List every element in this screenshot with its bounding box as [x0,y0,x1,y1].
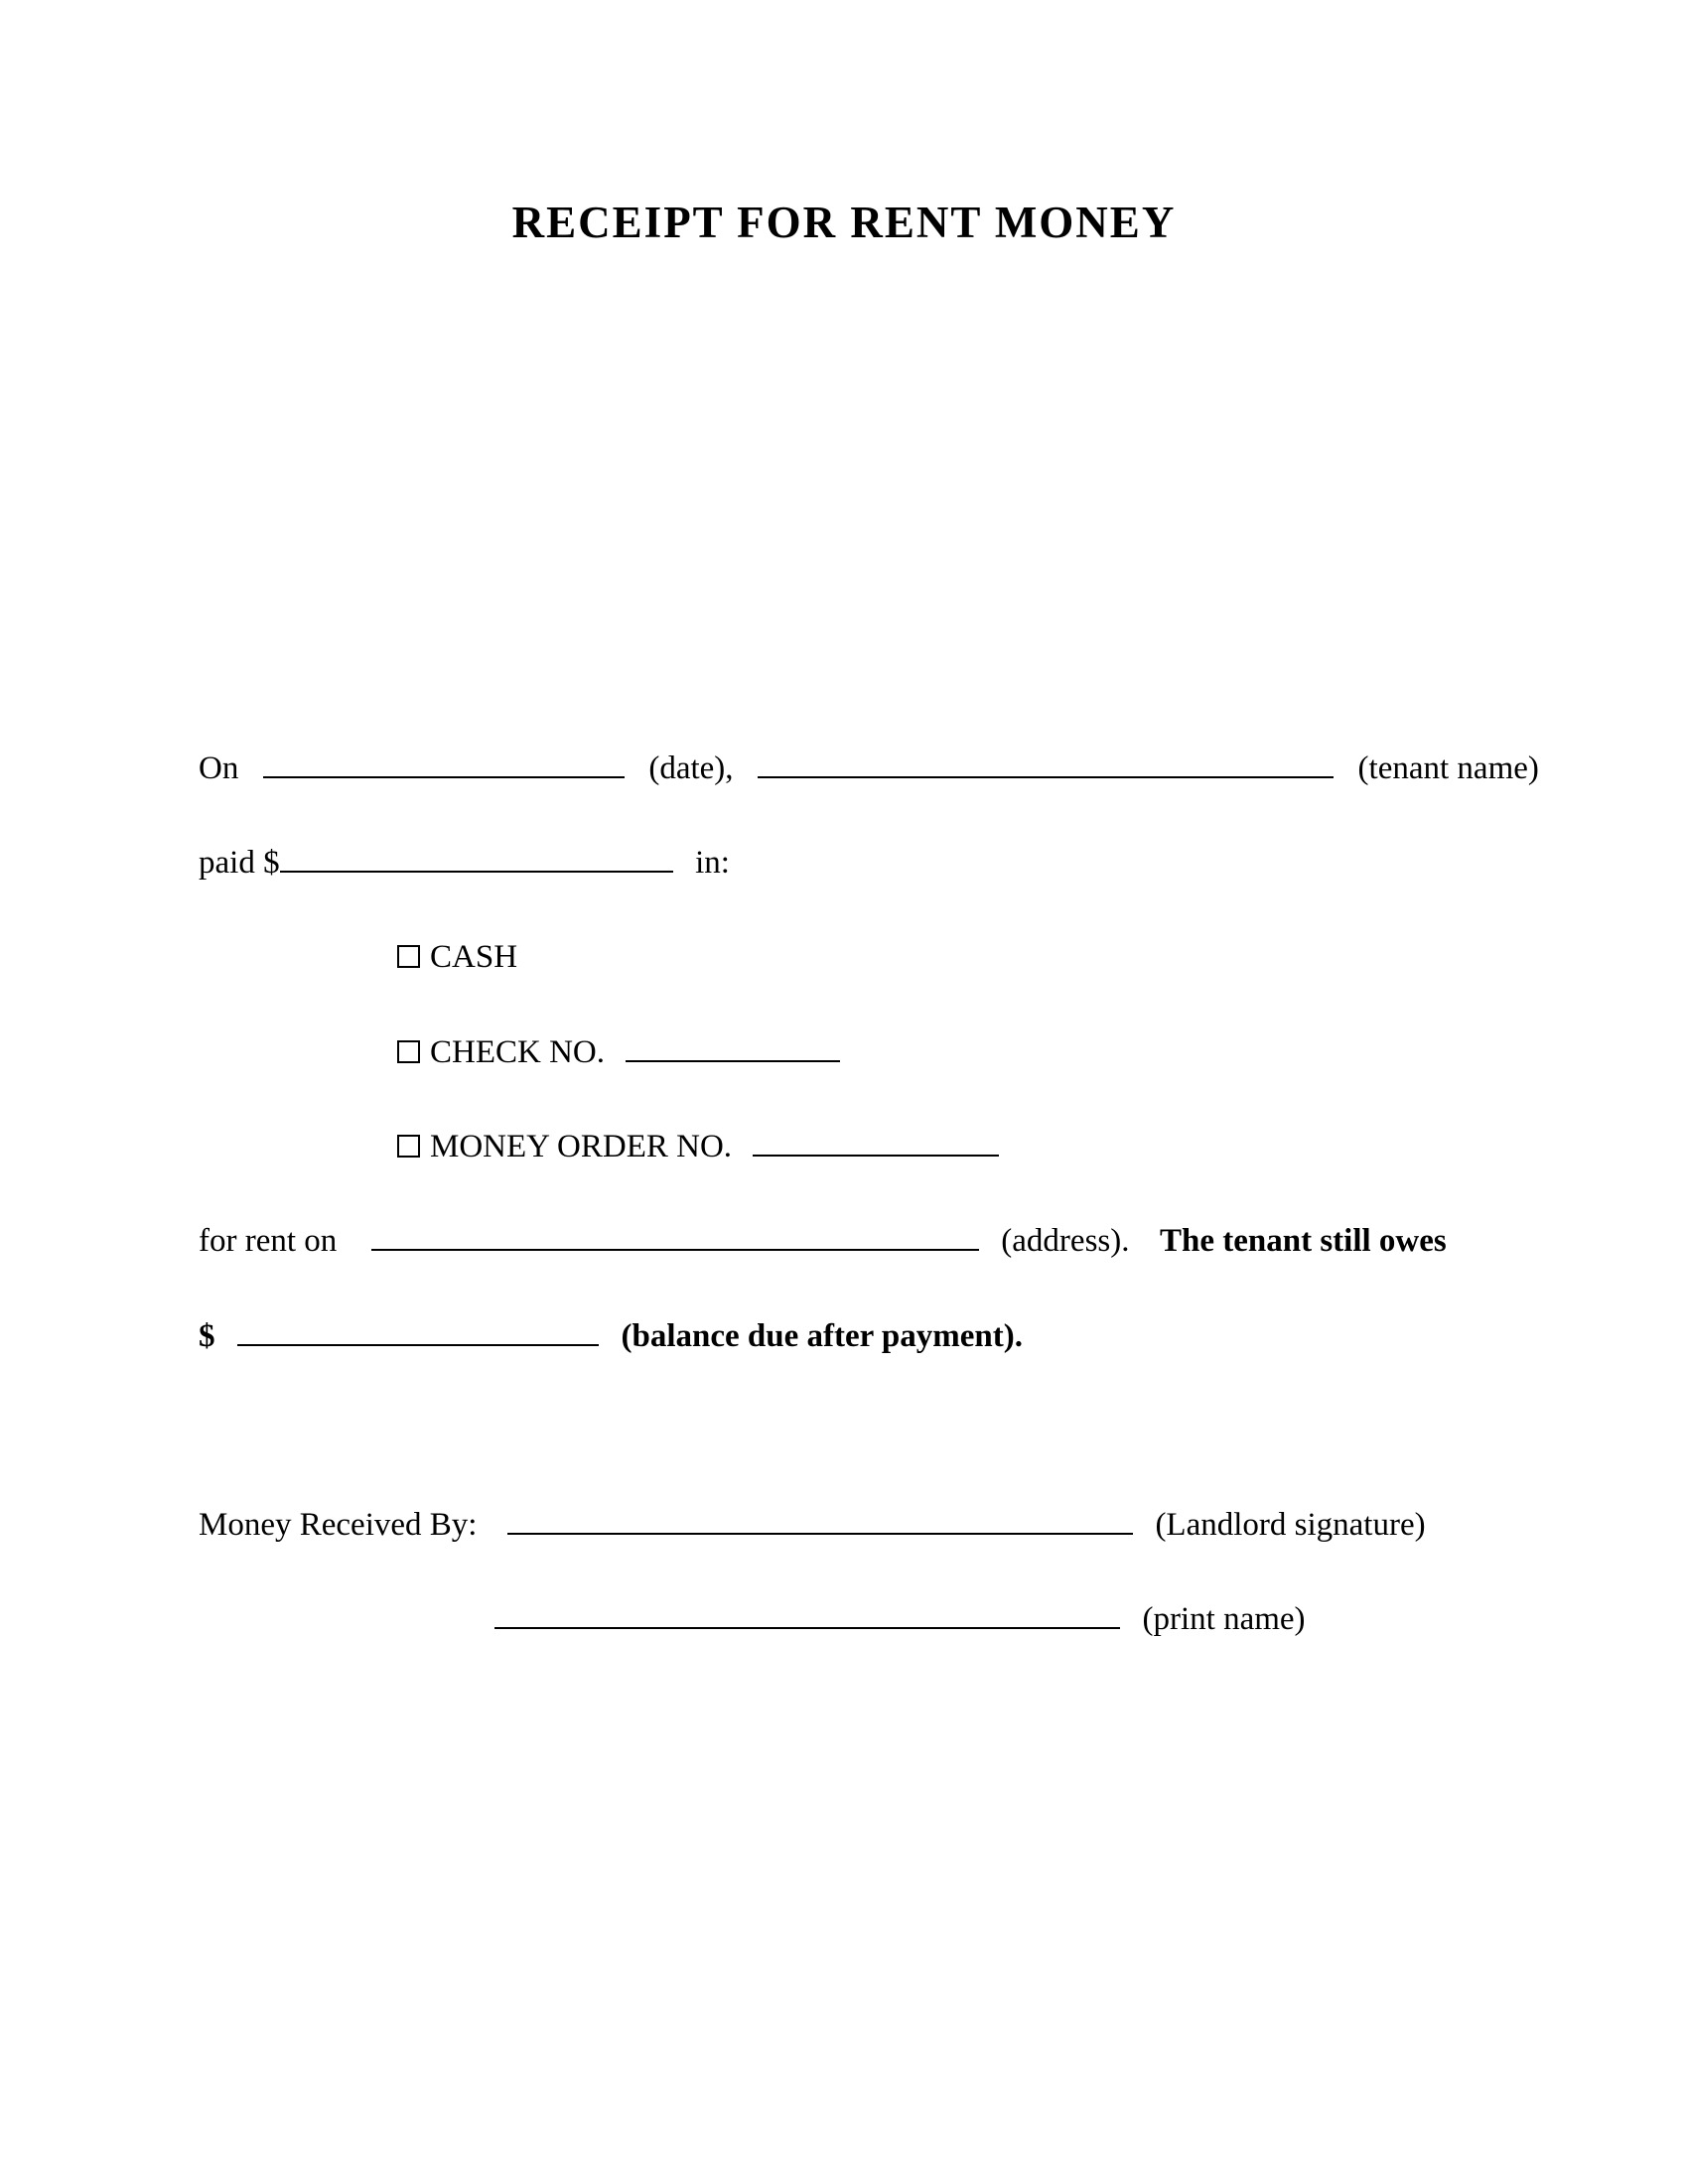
date-field[interactable] [263,747,625,778]
tenant-name-label: (tenant name) [1357,751,1539,786]
print-name-label: (print name) [1142,1601,1306,1637]
paid-label: paid $ [199,845,280,881]
money-order-checkbox[interactable] [397,1135,420,1158]
tenant-owes-text: The tenant still owes [1160,1223,1447,1259]
balance-due-field[interactable] [237,1314,599,1346]
check-option [397,1030,840,1074]
balance-dollar-sign: $ [199,1318,215,1354]
print-name-field[interactable] [494,1597,1120,1629]
money-order-label: MONEY ORDER NO. [430,1129,733,1164]
address-row [199,1219,1447,1263]
print-name-row [494,1597,1306,1641]
money-order-option [397,1125,999,1168]
check-checkbox[interactable] [397,1040,420,1063]
check-label: CHECK NO. [430,1034,606,1070]
in-label: in: [695,845,730,881]
check-number-field[interactable] [626,1030,840,1062]
money-received-by-label: Money Received By: [199,1507,478,1543]
balance-row [199,1314,1023,1358]
landlord-signature-label: (Landlord signature) [1155,1507,1426,1543]
money-order-number-field[interactable] [753,1125,999,1157]
amount-paid-field[interactable] [280,841,673,873]
page-title: RECEIPT FOR RENT MONEY [511,198,1177,247]
address-label: (address). [1001,1223,1130,1259]
date-tenant-row [199,747,1539,790]
for-rent-on-label: for rent on [199,1223,338,1259]
on-label: On [199,751,239,786]
paid-row [199,841,730,885]
address-field[interactable] [371,1219,979,1251]
cash-checkbox[interactable] [397,945,420,968]
tenant-name-field[interactable] [758,747,1334,778]
received-by-row [199,1503,1426,1547]
cash-option [397,935,517,979]
balance-due-label: (balance due after payment). [621,1318,1024,1354]
landlord-signature-field[interactable] [507,1503,1133,1535]
cash-label: CASH [430,939,518,975]
date-label: (date), [648,751,734,786]
